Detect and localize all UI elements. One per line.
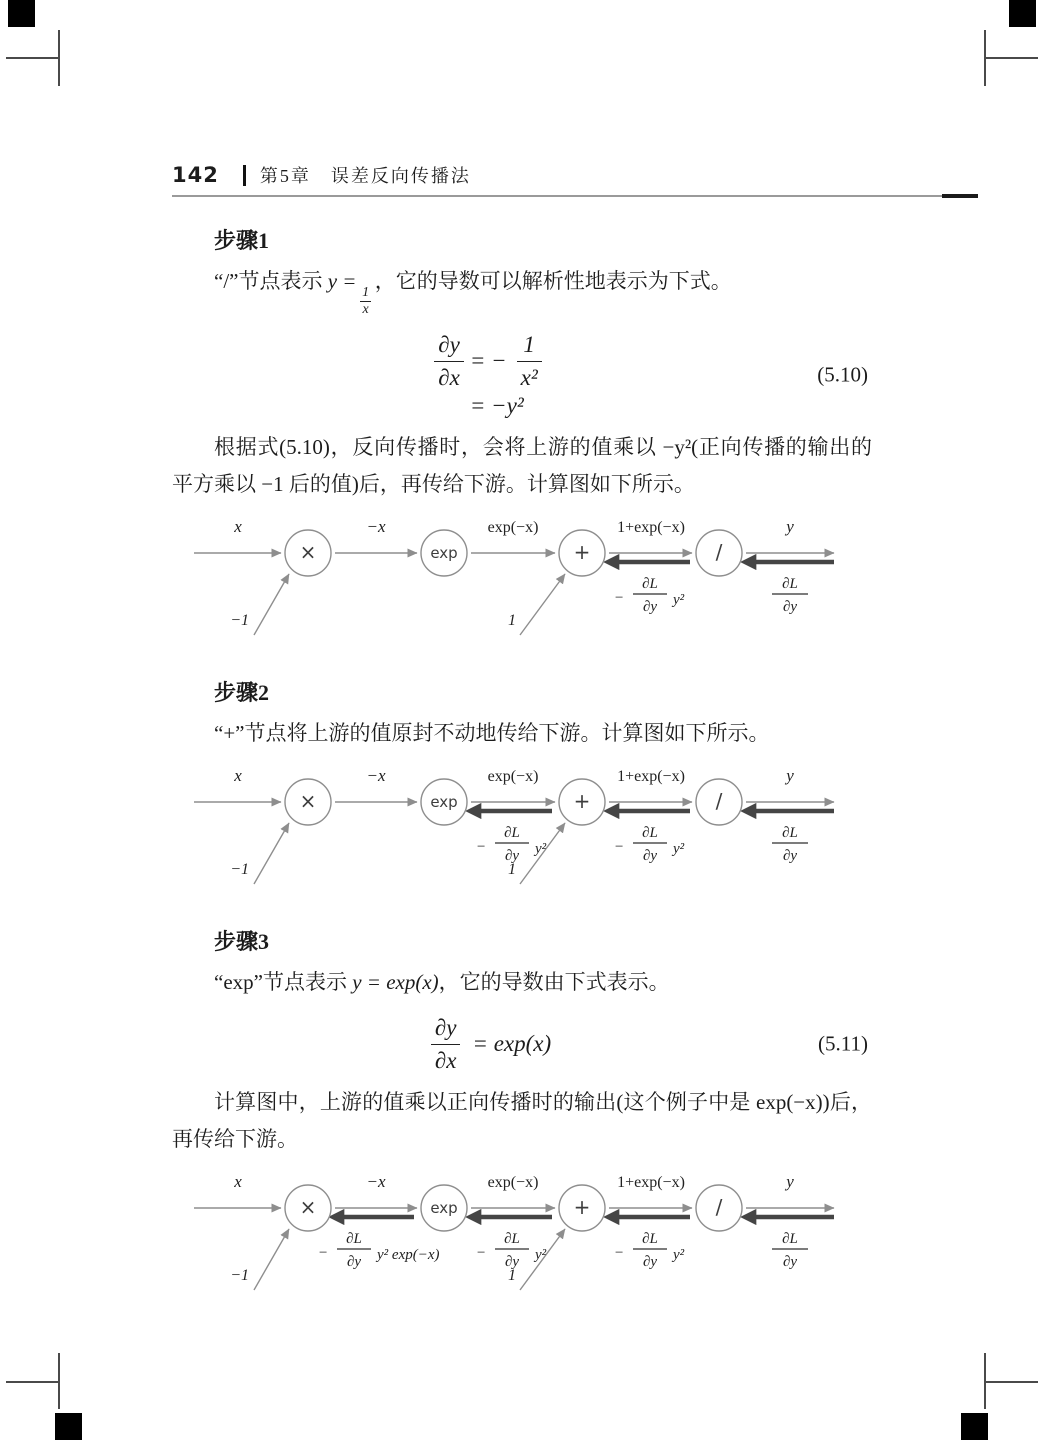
equation-5-10 (172, 332, 872, 419)
grad-multiplier-ysq: y² (673, 840, 685, 857)
inline-math-y-exp-x: y = exp(x) (352, 969, 439, 994)
grad-multiplier-ysq: y² (535, 1246, 547, 1263)
fraction-dy-dx (431, 1015, 461, 1074)
label-exp-neg-x: exp(−x) (487, 1173, 539, 1191)
label-one: 1 (508, 860, 516, 878)
node-plus (559, 1185, 605, 1231)
label-one-plus-exp: 1+exp(−x) (617, 1173, 685, 1191)
input-arrow-neg-one (254, 1229, 289, 1290)
label-y: y (786, 516, 794, 536)
grad-denominator: ∂y (504, 847, 520, 864)
input-arrow-neg-one (254, 823, 289, 884)
label-y: y (786, 765, 794, 785)
label-y: y (786, 1171, 794, 1191)
label-exp-neg-x: exp(−x) (487, 767, 539, 785)
page-header (172, 162, 978, 197)
text-column (172, 224, 872, 1303)
grad-denominator: ∂y (782, 1253, 798, 1270)
inline-fraction-denominator: x (362, 301, 369, 317)
equation-5-10-body (428, 332, 547, 419)
div-node-label: / (715, 539, 723, 564)
equation-line-1 (470, 332, 548, 391)
node-div (696, 779, 742, 825)
header-row (172, 162, 978, 188)
grad-numerator: ∂L (346, 1230, 362, 1247)
grad-numerator: ∂L (504, 824, 520, 841)
crop-line-top-left-h (6, 57, 60, 59)
node-exp (421, 1185, 467, 1231)
grad-multiplier-ysq: y² (535, 840, 547, 857)
grad-label-neg-dLdy-ysq (614, 825, 685, 864)
step1-paragraph-1 (172, 263, 872, 318)
step3-paragraph-2: 计算图中，上游的值乘以正向传播时的输出(这个例子中是 exp(−x))后，再传给下游。 (172, 1089, 872, 1151)
grad-denominator: ∂y (642, 847, 658, 864)
step3-paragraph-1 (172, 964, 872, 1001)
multiply-node-label: × (299, 1194, 317, 1219)
label-neg-x: −x (366, 516, 386, 536)
grad-label-dLdy (772, 825, 808, 864)
grad-denominator: ∂y (504, 1253, 520, 1270)
crop-line-bottom-right-h (984, 1381, 1038, 1383)
grad-numerator: ∂L (504, 1230, 520, 1247)
grad-multiplier-ysq-expnegx: y² exp(−x) (377, 1246, 440, 1263)
step1-heading: 步骤1 (214, 228, 270, 253)
node-plus (559, 779, 605, 825)
step3-para1-post: ，它的导数由下式表示。 (438, 969, 670, 994)
fraction-1-over-x-squared (517, 332, 542, 391)
header-rule (172, 195, 978, 197)
exp-node-label: exp (430, 543, 458, 562)
grad-denominator: ∂y (642, 598, 658, 615)
node-multiply (285, 1185, 331, 1231)
grad-numerator: ∂L (642, 1230, 658, 1247)
chapter-title: 第5章 误差反向传播法 (259, 166, 471, 186)
label-x: x (234, 765, 242, 785)
grad-minus: − (317, 1244, 329, 1261)
label-one-plus-exp: 1+exp(−x) (617, 518, 685, 536)
crop-mark-square-top-right (1009, 0, 1036, 27)
label-one: 1 (508, 611, 516, 629)
label-x: x (234, 1171, 242, 1191)
equation-5-11 (172, 1015, 872, 1074)
grad-denominator: ∂y (782, 598, 798, 615)
inline-math-y-equals: y = (327, 269, 357, 293)
plus-node-label: + (573, 788, 591, 813)
label-neg-one: −1 (230, 860, 249, 878)
grad-minus: − (475, 1244, 487, 1261)
plus-node-label: + (573, 539, 591, 564)
inline-fraction-numerator: 1 (362, 284, 370, 300)
multiply-node-label: × (299, 539, 317, 564)
fraction-numerator: ∂y (434, 1014, 457, 1040)
node-exp (421, 530, 467, 576)
step1-paragraph-2: 根据式(5.10)，反向传播时，会将上游的值乘以 −y²(正向传播的输出的平方乘以 −1 后的值)后，再传给下游。计算图如下所示。 (172, 434, 872, 496)
computation-graph-step1 (186, 511, 846, 643)
crop-line-top-right-h (984, 57, 1038, 59)
grad-denominator: ∂y (346, 1253, 362, 1270)
grad-multiplier-ysq: y² (673, 1246, 685, 1263)
step2-heading: 步骤2 (214, 679, 270, 705)
label-exp-neg-x: exp(−x) (487, 518, 539, 536)
multiply-node-label: × (299, 788, 317, 813)
label-one-plus-exp: 1+exp(−x) (617, 767, 685, 785)
label-neg-x: −x (366, 765, 386, 785)
label-one: 1 (508, 1266, 516, 1284)
equation-rhs: = exp(x) (472, 1031, 552, 1057)
equals-minus: = − (469, 348, 507, 374)
node-plus (559, 530, 605, 576)
node-div (696, 1185, 742, 1231)
node-multiply (285, 779, 331, 825)
grad-label-neg-dLdy-ysq-expnegx (318, 1231, 440, 1270)
grad-label-neg-dLdy-ysq (614, 576, 685, 615)
diagram-step3-wrap (186, 1166, 872, 1303)
inline-fraction-1-over-x (360, 285, 370, 318)
div-node-label: / (715, 788, 723, 813)
step1-para1-post: ，它的导数可以解析性地表示为下式。 (374, 269, 732, 293)
equation-lines (470, 332, 548, 419)
label-neg-x: −x (366, 1171, 386, 1191)
grad-label-neg-dLdy-ysq (614, 1231, 685, 1270)
fraction-denominator: ∂x (431, 1044, 461, 1074)
crop-mark-square-bottom-left (55, 1413, 82, 1440)
grad-minus: − (613, 589, 625, 606)
label-neg-one: −1 (230, 611, 249, 629)
step1-para1-pre: “/”节点表示 (214, 269, 323, 293)
computation-graph-step2 (186, 760, 846, 892)
diagram-step2-wrap (186, 760, 872, 897)
label-neg-one: −1 (230, 1266, 249, 1284)
grad-minus: − (475, 838, 487, 855)
grad-label-neg-dLdy-ysq-2 (476, 1231, 547, 1270)
plus-node-label: + (573, 1194, 591, 1219)
node-exp (421, 779, 467, 825)
grad-multiplier-ysq: y² (673, 591, 685, 608)
grad-numerator: ∂L (782, 1230, 798, 1247)
label-x: x (234, 516, 242, 536)
fraction-numerator: ∂y (438, 331, 460, 357)
equation-line-2: = −y² (469, 392, 524, 418)
fraction-denominator: ∂x (434, 361, 464, 391)
fraction-denominator: x² (517, 361, 542, 391)
grad-numerator: ∂L (642, 575, 658, 592)
header-rule-end (942, 194, 978, 198)
step2-paragraph: “+”节点将上游的值原封不动地传给下游。计算图如下所示。 (214, 720, 770, 745)
equation-number-5-10: (5.10) (817, 362, 868, 387)
grad-numerator: ∂L (782, 575, 798, 592)
div-node-label: / (715, 1194, 723, 1219)
grad-minus: − (613, 838, 625, 855)
grad-numerator: ∂L (642, 824, 658, 841)
header-divider-bar (243, 165, 246, 186)
step3-heading: 步骤3 (214, 928, 270, 954)
fraction-numerator: 1 (523, 331, 535, 357)
equation-number-5-11: (5.11) (818, 1031, 868, 1056)
input-arrow-one (520, 574, 565, 635)
grad-denominator: ∂y (642, 1253, 658, 1270)
grad-label-dLdy (772, 1231, 808, 1270)
grad-label-neg-dLdy-ysq-2 (476, 825, 547, 864)
page-number: 142 (172, 163, 219, 187)
grad-label-dLdy (772, 576, 808, 615)
fraction-dy-dx (434, 332, 464, 391)
crop-line-bottom-left-h (6, 1381, 60, 1383)
crop-mark-square-bottom-right (961, 1413, 988, 1440)
exp-node-label: exp (430, 792, 458, 811)
grad-denominator: ∂y (782, 847, 798, 864)
node-multiply (285, 530, 331, 576)
input-arrow-neg-one (254, 574, 289, 635)
grad-minus: − (613, 1244, 625, 1261)
diagram-step1-wrap (186, 511, 872, 648)
exp-node-label: exp (430, 1198, 458, 1217)
grad-numerator: ∂L (782, 824, 798, 841)
equation-5-11-body (425, 1015, 551, 1074)
crop-mark-square-top-left (8, 0, 35, 27)
node-div (696, 530, 742, 576)
computation-graph-step3 (186, 1166, 846, 1298)
step3-para1-pre: “exp”节点表示 (214, 969, 347, 994)
